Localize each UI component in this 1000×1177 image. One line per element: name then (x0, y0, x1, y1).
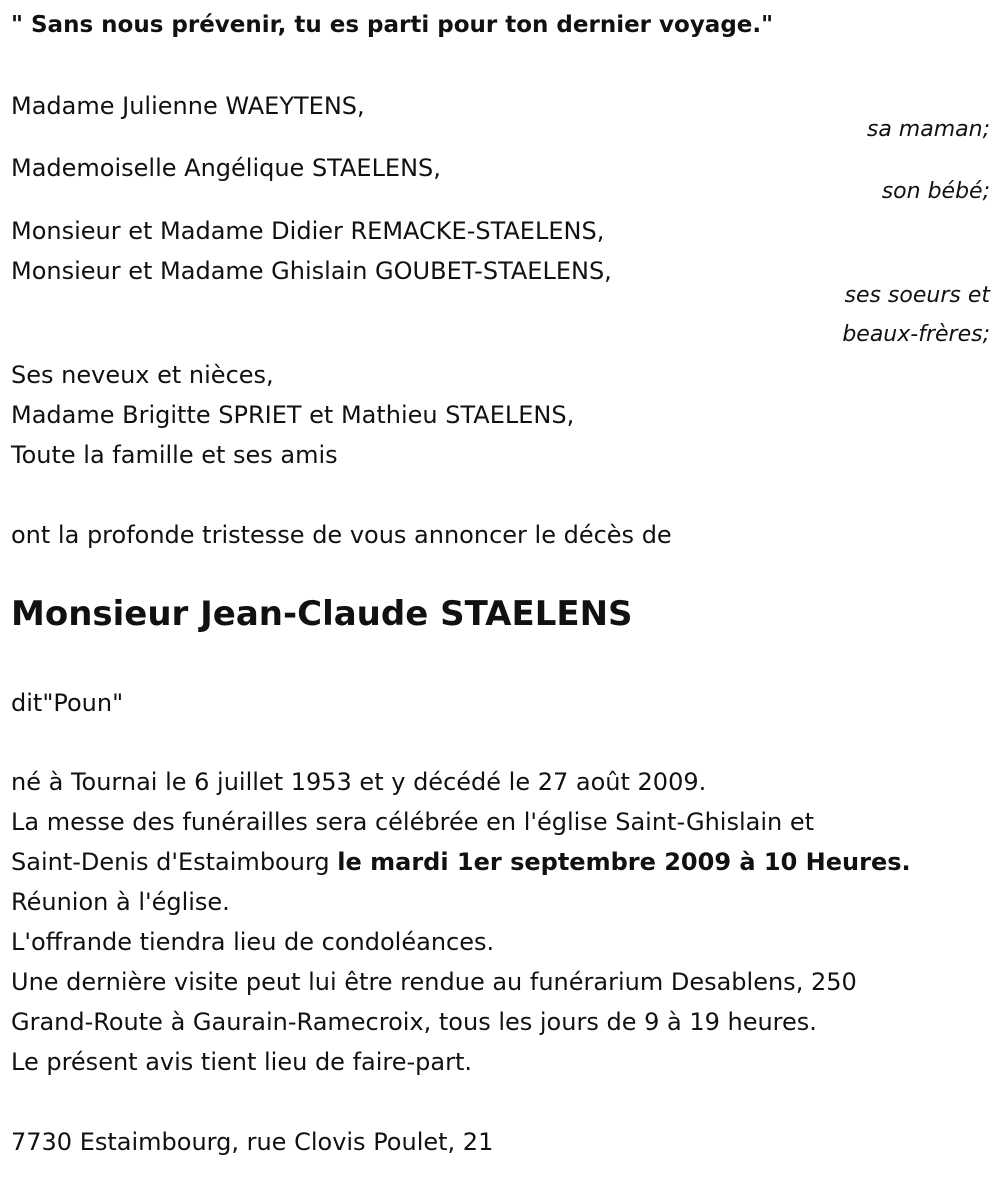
deceased-name: Monsieur Jean-Claude STAELENS (11, 594, 633, 634)
family-nephews: Ses neveux et nièces, (11, 361, 274, 389)
nickname: dit"Poun" (11, 689, 124, 717)
family-others-block (11, 355, 990, 475)
mother-role-block (11, 118, 990, 142)
details-visit-1: Une dernière visite peut lui être rendue au funérarium Desablens, 250 (11, 968, 857, 996)
family-spriet: Madame Brigitte SPRIET et Mathieu STAELENS, (11, 401, 575, 429)
sisters-role-block (11, 284, 990, 324)
details-mass-1: La messe des funérailles sera célébrée en l'église Saint-Ghislain et (11, 808, 815, 836)
details-reunion: Réunion à l'église. (11, 888, 230, 916)
details-mass-2 (11, 842, 990, 882)
details-visit-2: Grand-Route à Gaurain-Ramecroix, tous les jours de 9 à 19 heures. (11, 1008, 817, 1036)
details-offrande: L'offrande tiendra lieu de condoléances. (11, 928, 495, 956)
details-notice: Le présent avis tient lieu de faire-part. (11, 1048, 473, 1076)
details-mass-date: le mardi 1er septembre 2009 à 10 Heures. (337, 848, 911, 876)
details-mass-2-start: Saint-Denis d'Estaimbourg (11, 848, 338, 876)
family-sisters-role-2: beaux-frères; (842, 322, 990, 347)
family-mother: Madame Julienne WAEYTENS, (11, 92, 365, 120)
family-mother-role: sa maman; (866, 117, 990, 142)
baby-role-block (11, 180, 990, 204)
announcement-text: ont la profonde tristesse de vous annoncer le décès de (11, 521, 672, 549)
announcement-block (11, 515, 990, 555)
opening-quote: " Sans nous prévenir, tu es parti pour ton dernier voyage." (11, 12, 774, 38)
family-baby-role: son bébé; (881, 179, 990, 204)
family-baby: Mademoiselle Angélique STAELENS, (11, 154, 441, 182)
family-sisters-block (11, 211, 990, 291)
details-block (11, 762, 990, 1082)
family-sister-2: Monsieur et Madame Ghislain GOUBET-STAELENS, (11, 257, 612, 285)
nickname-block (11, 683, 990, 723)
family-sisters-role-1: ses soeurs et (844, 283, 990, 308)
sisters-role-block-2 (11, 323, 990, 347)
family-sister-1: Monsieur et Madame Didier REMACKE-STAELENS, (11, 217, 605, 245)
details-born: né à Tournai le 6 juillet 1953 et y décédé le 27 août 2009. (11, 768, 707, 796)
family-all: Toute la famille et ses amis (11, 441, 338, 469)
address: 7730 Estaimbourg, rue Clovis Poulet, 21 (11, 1128, 494, 1156)
address-block (11, 1122, 990, 1162)
